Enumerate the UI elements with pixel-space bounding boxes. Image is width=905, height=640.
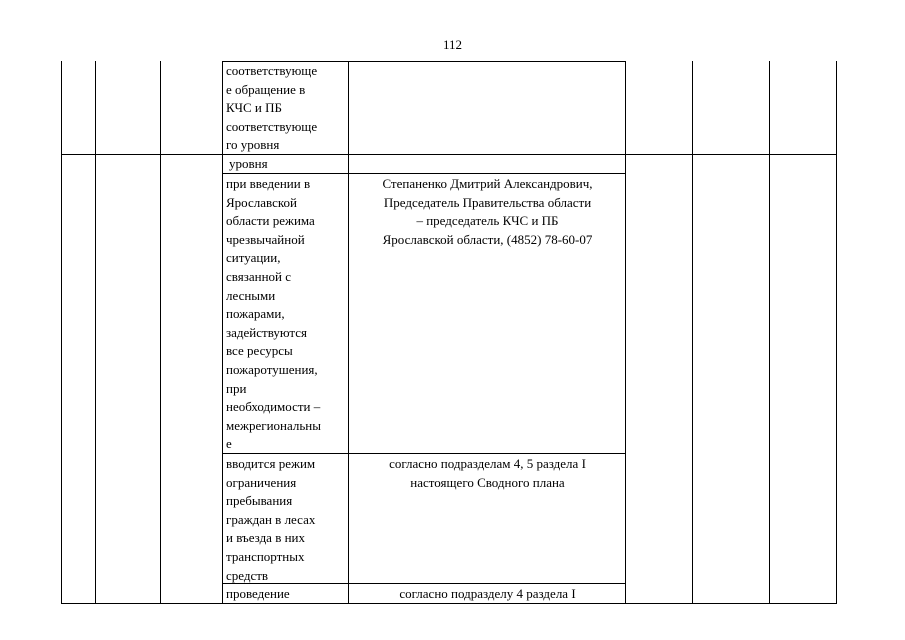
- page-number: 112: [442, 37, 463, 52]
- table-border-right: [836, 61, 837, 604]
- column-divider-1: [95, 61, 96, 604]
- action-cell: проведение: [226, 586, 290, 601]
- column-divider-3: [222, 61, 223, 604]
- column-divider-2: [160, 61, 161, 604]
- table-border-left: [61, 61, 62, 604]
- column-divider-6: [692, 61, 693, 604]
- action-cell: соответствующе е обращение в КЧС и ПБ соответствующе го уровня: [226, 63, 318, 153]
- responsible-cell: согласно подразделам 4, 5 раздела I настоящего Сводного плана: [389, 456, 586, 490]
- column-divider-4: [348, 61, 349, 604]
- column-divider-5: [625, 61, 626, 604]
- row-divider-1: [61, 154, 837, 155]
- action-cell: уровня: [229, 156, 268, 171]
- action-cell: при введении в Ярославской области режима чрезвычайной ситуации, связанной с лесными пожарами, задействуются все ресурсы пожаротушения, при необходимости – межрегиональны е: [226, 176, 321, 452]
- responsible-cell: Степаненко Дмитрий Александрович, Председатель Правительства области – председатель КЧС и ПБ Ярославской области, (4852) 78-60-07: [382, 176, 593, 247]
- action-cell: вводится режим ограничения пребывания граждан в лесах и въезда в них транспортных средств: [226, 456, 316, 583]
- column-divider-7: [769, 61, 770, 604]
- responsible-cell: согласно подразделу 4 раздела I: [399, 586, 576, 601]
